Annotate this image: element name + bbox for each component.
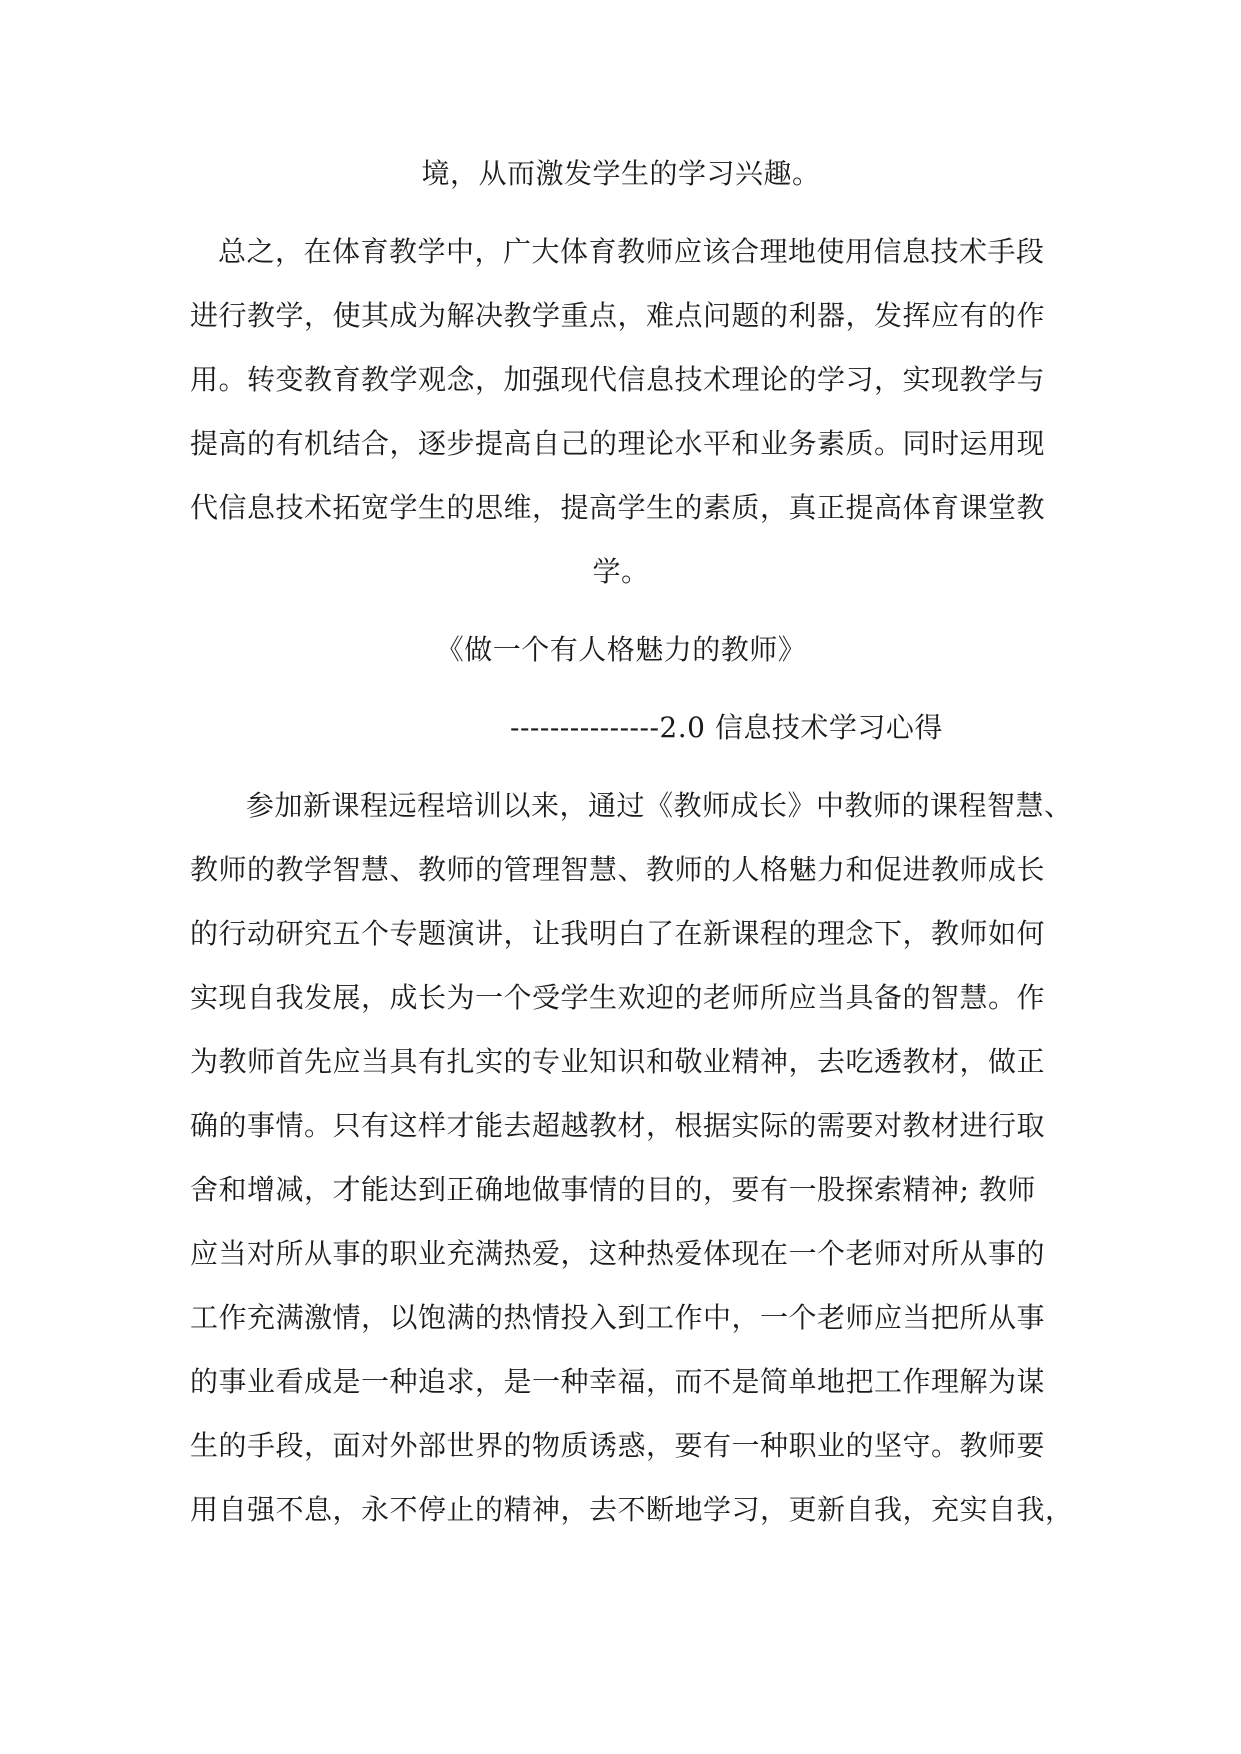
body-line: 确的事情。只有这样才能去超越教材，根据实际的需要对教材进行取	[190, 1109, 1046, 1142]
body-paragraph	[190, 774, 1074, 1542]
summary-line: 学。	[592, 555, 650, 588]
summary-line: 代信息技术拓宽学生的思维，提高学生的素质，真正提高体育课堂教	[190, 491, 1046, 524]
summary-line: 总之，在体育教学中，广大体育教师应该合理地使用信息技术手段	[218, 235, 1045, 268]
article-title: 《做一个有人格魅力的教师》	[435, 633, 807, 666]
summary-line: 提高的有机结合，逐步提高自己的理论水平和业务素质。同时运用现	[190, 427, 1046, 460]
summary-paragraph	[190, 220, 1052, 604]
body-line: 应当对所从事的职业充满热爱，这种热爱体现在一个老师对所从事的	[190, 1237, 1046, 1270]
article-subtitle: ---------------2.0 信息技术学习心得	[510, 711, 943, 744]
body-line: 的事业看成是一种追求，是一种幸福，而不是简单地把工作理解为谋	[190, 1365, 1046, 1398]
body-line: 工作充满激情，以饱满的热情投入到工作中，一个老师应当把所从事	[190, 1301, 1046, 1334]
summary-line: 进行教学，使其成为解决教学重点，难点问题的利器，发挥应有的作	[190, 299, 1046, 332]
document-content	[190, 142, 1074, 1542]
body-line: 用自强不息，永不停止的精神，去不断地学习，更新自我，充实自我，	[190, 1493, 1074, 1526]
fragment-line: 境，从而激发学生的学习兴趣。	[421, 157, 821, 190]
body-line: 参加新课程远程培训以来，通过《教师成长》中教师的课程智慧、	[246, 789, 1073, 822]
body-line: 实现自我发展，成长为一个受学生欢迎的老师所应当具备的智慧。作	[190, 981, 1046, 1014]
body-line: 教师的教学智慧、教师的管理智慧、教师的人格魅力和促进教师成长	[190, 853, 1046, 886]
body-line: 为教师首先应当具有扎实的专业知识和敬业精神，去吃透教材，做正	[190, 1045, 1046, 1078]
body-line: 舍和增减，才能达到正确地做事情的目的，要有一股探索精神; 教师	[190, 1173, 1036, 1206]
body-line: 的行动研究五个专题演讲，让我明白了在新课程的理念下，教师如何	[190, 917, 1046, 950]
body-line: 生的手段，面对外部世界的物质诱惑，要有一种职业的坚守。教师要	[190, 1429, 1046, 1462]
summary-line: 用。转变教育教学观念，加强现代信息技术理论的学习，实现教学与	[190, 363, 1046, 396]
